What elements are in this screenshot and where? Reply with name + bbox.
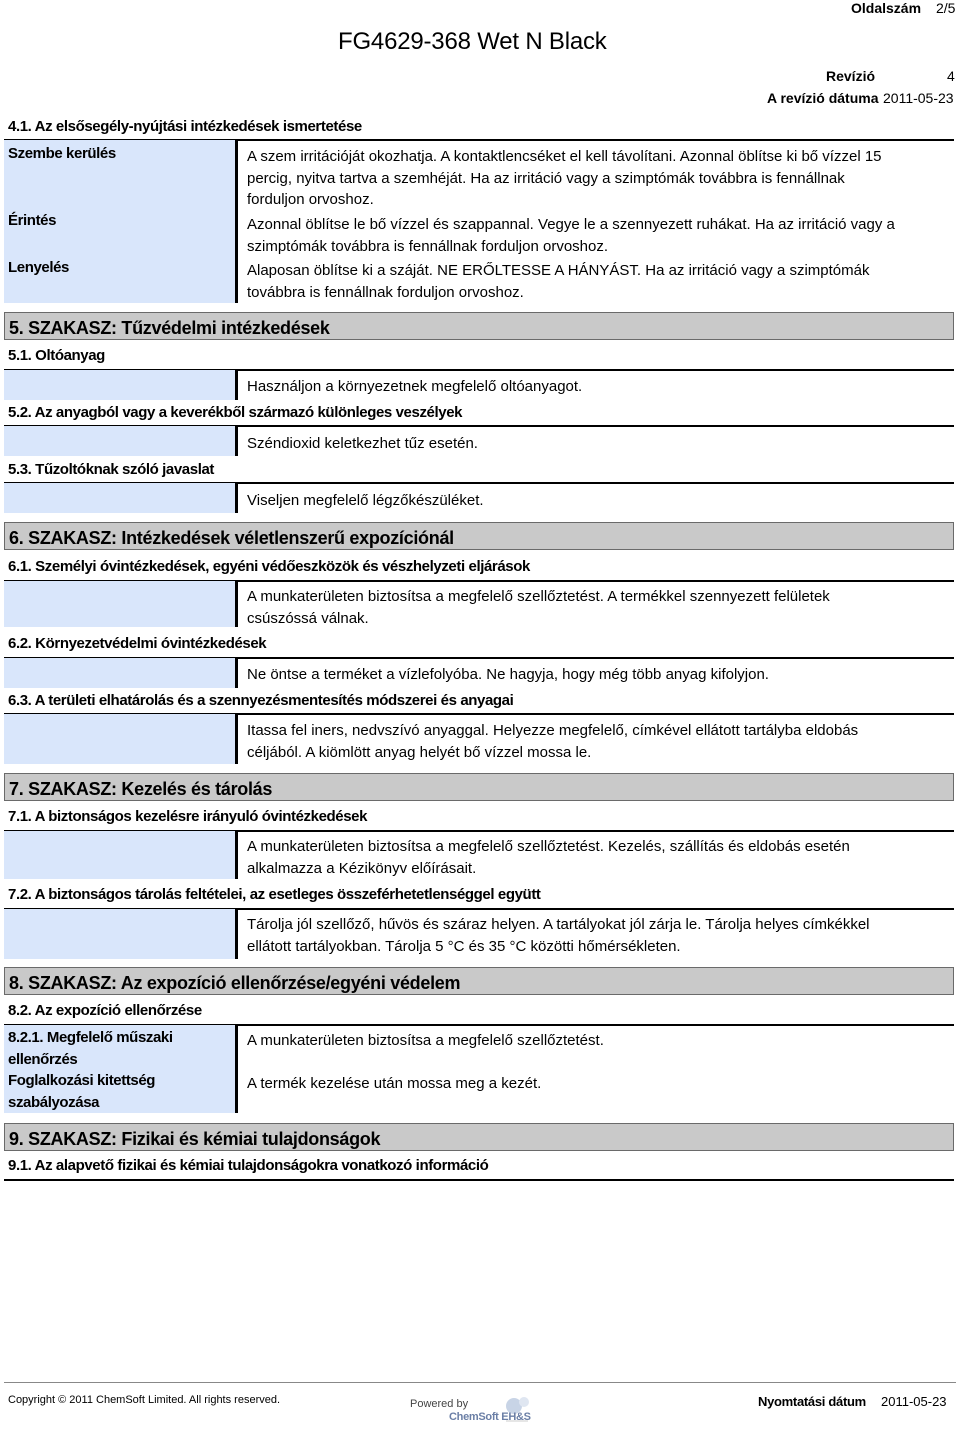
label-eye-contact: Szembe kerülés (8, 145, 116, 162)
subsection-6-2-title: 6.2. Környezetvédelmi óvintézkedések (8, 635, 267, 652)
column-divider (235, 483, 238, 513)
print-date-value: 2011-05-23 (881, 1394, 947, 1409)
text-5-1: Használjon a környezetnek megfelelő oltóanyagot. (247, 378, 583, 395)
section-8-header: 8. SZAKASZ: Az expozíció ellenőrzése/egyéni védelem (4, 967, 954, 995)
text-line: percig, nyitva tartva a szemhéját. Ha az irritáció vagy a szimptómák továbbra is fennállnak (247, 169, 845, 187)
section-7-header: 7. SZAKASZ: Kezelés és tárolás (4, 773, 954, 801)
revision-date-value: 2011-05-23 (883, 90, 954, 106)
subsection-9-1-title: 9.1. Az alapvető fizikai és kémiai tulajdonságokra vonatkozó információ (8, 1157, 489, 1174)
text-line: Azonnal öblítse le bő vízzel és szappannal. Vegye le a szennyezett ruhákat. Ha az irritáció vagy a (247, 216, 895, 233)
text-ingestion (247, 260, 869, 303)
column-divider (235, 426, 238, 456)
column-divider (235, 658, 238, 688)
text-7-1 (247, 836, 850, 879)
page-number-value: 2/5 (936, 0, 956, 16)
logo-text: ChemSoft EH&S (449, 1411, 531, 1423)
column-divider (235, 909, 238, 959)
label-line: Foglalkozási kitettség (8, 1072, 156, 1089)
text-line: alkalmazza a Kézikönyv előírásait. (247, 859, 477, 877)
subsection-5-1-title: 5.1. Oltóanyag (8, 347, 105, 364)
subsection-8-2-title: 8.2. Az expozíció ellenőrzése (8, 1002, 202, 1019)
text-5-3: Viseljen megfelelő légzőkészüléket. (247, 492, 484, 509)
text-eye-contact (247, 146, 882, 211)
label-column (4, 483, 235, 513)
text-skin-contact (247, 214, 895, 257)
powered-by-text: Powered by (410, 1398, 469, 1410)
text-line: továbbra is fennállnak forduljon orvoshoz. (247, 283, 524, 301)
page-number-label: Oldalszám (851, 0, 922, 16)
text-line: A munkaterületen biztosítsa a megfelelő szellőztetést. Kezelés, szállítás és eldobás esetén (247, 838, 850, 855)
text-5-2: Széndioxid keletkezhet tűz esetén. (247, 435, 478, 452)
label-column (4, 909, 235, 959)
text-7-2 (247, 914, 870, 957)
column-divider (235, 581, 238, 627)
section-9-header: 9. SZAKASZ: Fizikai és kémiai tulajdonságok (4, 1123, 954, 1151)
text-6-2: Ne öntse a terméket a vízlefolyóba. Ne hagyja, hogy még több anyag kifolyjon. (247, 666, 769, 683)
text-occupational-exposure: A termék kezelése után mossa meg a kezét. (247, 1075, 542, 1092)
section-6-header: 6. SZAKASZ: Intézkedések véletlenszerű expozíciónál (4, 522, 954, 550)
subsection-5-3-title: 5.3. Tűzoltóknak szóló javaslat (8, 461, 215, 478)
subsection-4-1-title: 4.1. Az elsősegély-nyújtási intézkedések ismertetése (8, 118, 362, 135)
label-line: szabályozása (8, 1093, 100, 1111)
label-occupational-exposure (8, 1070, 155, 1113)
text-line: ellátott tartályokban. Tárolja 5 °C és 35 °C közötti hőmérsékleten. (247, 937, 681, 955)
column-divider (235, 140, 238, 303)
label-column (4, 658, 235, 688)
label-column (4, 714, 235, 764)
subsection-5-2-title: 5.2. Az anyagból vagy a keverékből származó különleges veszélyek (8, 404, 463, 421)
label-skin-contact: Érintés (8, 212, 57, 229)
section-5-header: 5. SZAKASZ: Tűzvédelmi intézkedések (4, 312, 954, 340)
subsection-7-2-title: 7.2. A biztonságos tárolás feltételei, az esetleges összeférhetetlenséggel együtt (8, 886, 541, 903)
text-line: Alaposan öblítse ki a száját. NE ERŐLTESSE A HÁNYÁST. Ha az irritáció vagy a szimptómák (247, 262, 870, 279)
column-divider (235, 370, 238, 400)
text-6-3 (247, 720, 858, 763)
label-column (4, 370, 235, 400)
label-column (4, 581, 235, 627)
text-6-1 (247, 586, 830, 629)
text-line: forduljon orvoshoz. (247, 191, 374, 208)
label-line: 8.2.1. Megfelelő műszaki (8, 1029, 173, 1046)
revision-value: 4 (947, 68, 955, 84)
label-engineering-controls (8, 1027, 173, 1070)
text-line: Itassa fel iners, nedvszívó anyaggal. Helyezze megfelelő, címkével ellátott tartályba eldobás (247, 722, 859, 739)
print-date-label: Nyomtatási dátum (758, 1394, 866, 1409)
column-divider (235, 1025, 238, 1113)
column-divider (235, 831, 238, 879)
subsection-6-3-title: 6.3. A területi elhatárolás és a szennyezésmentesítés módszerei és anyagai (8, 692, 514, 709)
text-line: Tárolja jól szellőző, hűvös és száraz helyen. A tartályokat jól zárja le. Tárolja helyes címkékkel (247, 916, 870, 933)
chemsoft-logo (410, 1388, 535, 1434)
text-line: szimptómák továbbra is fennállnak forduljon orvoshoz. (247, 237, 609, 255)
subsection-6-1-title: 6.1. Személyi óvintézkedések, egyéni védőeszközök és vészhelyzeti eljárások (8, 558, 530, 575)
footer-divider (4, 1382, 956, 1383)
subsection-7-1-title: 7.1. A biztonságos kezelésre irányuló óvintézkedések (8, 808, 368, 825)
divider (4, 1179, 954, 1181)
product-title: FG4629-368 Wet N Black (338, 28, 607, 55)
text-line: céljából. A kiömlött anyag helyét bő vízzel mossa le. (247, 743, 592, 761)
text-line: csúszóssá válnak. (247, 609, 369, 627)
text-line: A munkaterületen biztosítsa a megfelelő szellőztetést. A termékkel szennyezett felületek (247, 588, 830, 605)
label-ingestion: Lenyelés (8, 259, 70, 276)
footer-copyright: Copyright © 2011 ChemSoft Limited. All rights reserved. (8, 1394, 281, 1406)
text-engineering-controls: A munkaterületen biztosítsa a megfelelő szellőztetést. (247, 1032, 604, 1049)
label-column (4, 831, 235, 879)
text-line: A szem irritációját okozhatja. A kontaktlencséket el kell távolítani. Azonnal öblítse ki bő vízzel 15 (247, 148, 882, 165)
label-column (4, 426, 235, 456)
revision-date-label: A revízió dátuma (767, 90, 879, 106)
column-divider (235, 714, 238, 764)
revision-label: Revízió (826, 68, 876, 84)
label-line: ellenőrzés (8, 1050, 78, 1068)
